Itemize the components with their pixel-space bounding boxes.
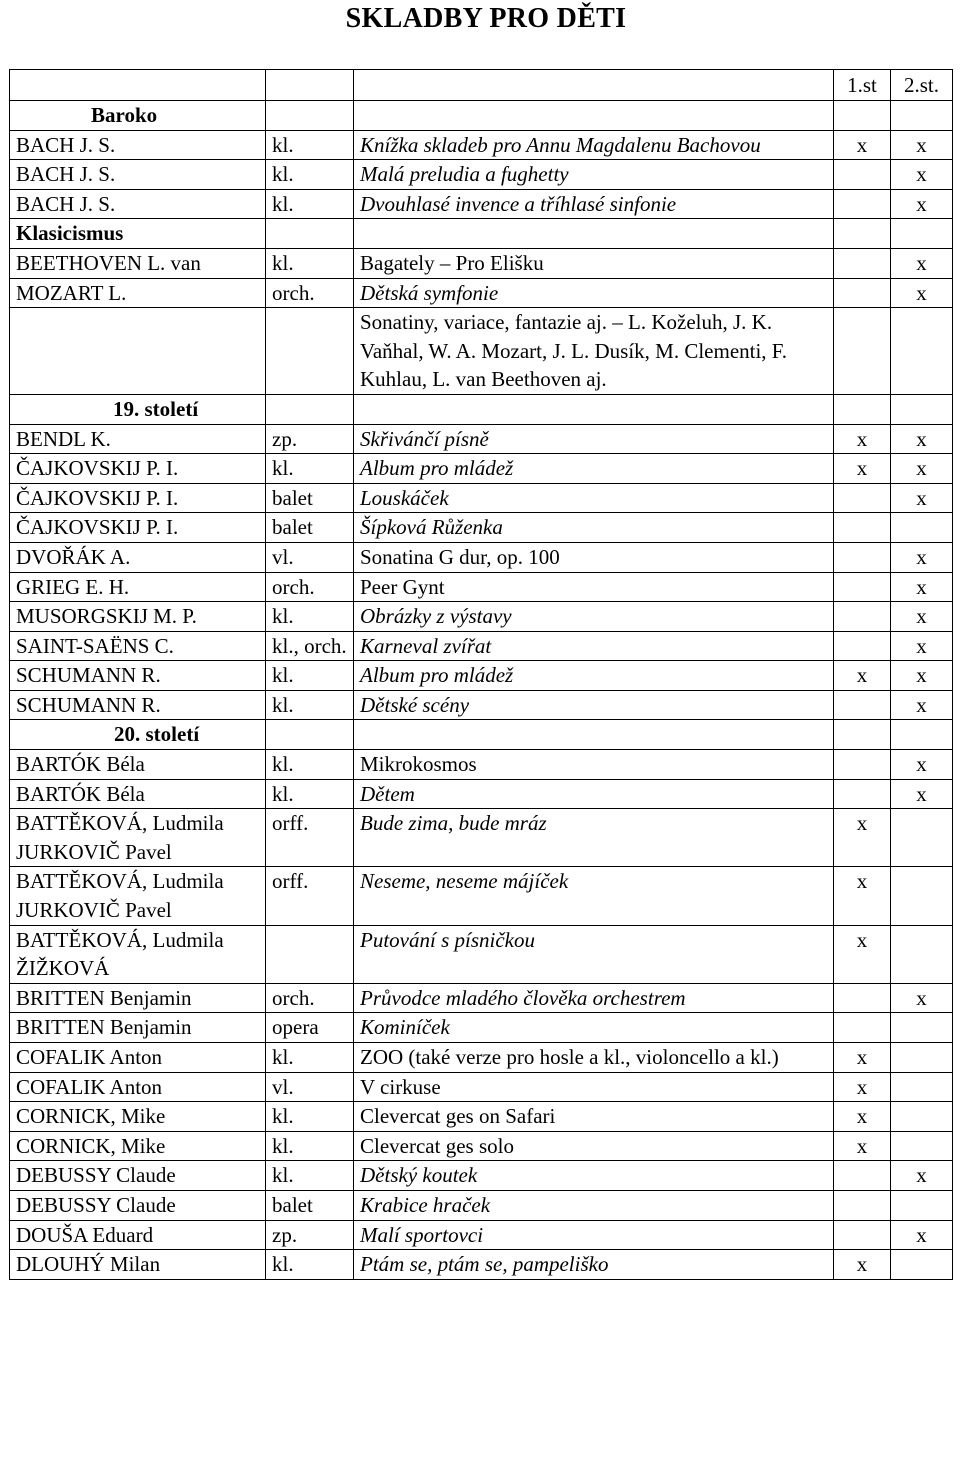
instrument-cell: balet — [266, 483, 354, 513]
composition-title-cell: Sonatina G dur, op. 100 — [354, 542, 834, 572]
instrument-cell: orff. — [266, 867, 354, 925]
composition-title-cell: Ptám se, ptám se, pampeliško — [354, 1250, 834, 1280]
header-st2: 2.st. — [891, 70, 953, 101]
section-heading: Klasicismus — [10, 219, 266, 249]
grade-2-mark — [891, 308, 953, 395]
grade-1-mark — [834, 750, 891, 780]
empty-cell — [891, 394, 953, 424]
table-row — [10, 779, 953, 809]
grade-1-mark: x — [834, 424, 891, 454]
table-row — [10, 1220, 953, 1250]
grade-2-mark — [891, 809, 953, 867]
table-row — [10, 542, 953, 572]
section-row — [10, 101, 953, 131]
composer-cell: BENDL K. — [10, 424, 266, 454]
table-row — [10, 1250, 953, 1280]
composer-cell: BACH J. S. — [10, 189, 266, 219]
composition-title-cell: Malí sportovci — [354, 1220, 834, 1250]
instrument-cell: vl. — [266, 542, 354, 572]
composition-title-cell: Skřivánčí písně — [354, 424, 834, 454]
composer-cell: BARTÓK Béla — [10, 750, 266, 780]
grade-1-mark — [834, 572, 891, 602]
grade-2-mark: x — [891, 248, 953, 278]
empty-cell — [354, 219, 834, 249]
instrument-cell: kl. — [266, 130, 354, 160]
instrument-cell — [266, 308, 354, 395]
table-row — [10, 867, 953, 925]
table-row — [10, 750, 953, 780]
instrument-cell: kl. — [266, 1043, 354, 1073]
instrument-cell: kl., orch. — [266, 631, 354, 661]
empty-cell — [891, 219, 953, 249]
grade-2-mark: x — [891, 454, 953, 484]
composer-cell: ČAJKOVSKIJ P. I. — [10, 454, 266, 484]
grade-2-mark — [891, 1131, 953, 1161]
grade-1-mark: x — [834, 1043, 891, 1073]
composer-cell: ČAJKOVSKIJ P. I. — [10, 513, 266, 543]
composition-title-cell: Mikrokosmos — [354, 750, 834, 780]
grade-1-mark: x — [834, 454, 891, 484]
grade-1-mark — [834, 308, 891, 395]
table-row — [10, 572, 953, 602]
table-row — [10, 1013, 953, 1043]
table-row — [10, 189, 953, 219]
empty-cell — [354, 394, 834, 424]
header-empty-cell — [10, 70, 266, 101]
instrument-cell: kl. — [266, 661, 354, 691]
table-header-row — [10, 70, 953, 101]
table-row — [10, 661, 953, 691]
empty-cell — [266, 720, 354, 750]
grade-1-mark — [834, 1013, 891, 1043]
empty-cell — [834, 101, 891, 131]
section-heading: Baroko — [10, 101, 266, 131]
composer-cell: MUSORGSKIJ M. P. — [10, 602, 266, 632]
instrument-cell: kl. — [266, 189, 354, 219]
grade-1-mark — [834, 160, 891, 190]
composition-title-cell: Louskáček — [354, 483, 834, 513]
table-row — [10, 160, 953, 190]
instrument-cell: opera — [266, 1013, 354, 1043]
grade-1-mark: x — [834, 925, 891, 983]
composer-cell: SAINT-SAËNS C. — [10, 631, 266, 661]
grade-1-mark — [834, 1220, 891, 1250]
grade-1-mark: x — [834, 1072, 891, 1102]
table-row — [10, 631, 953, 661]
grade-1-mark — [834, 1190, 891, 1220]
grade-1-mark: x — [834, 1102, 891, 1132]
grade-1-mark — [834, 1161, 891, 1191]
table-row — [10, 809, 953, 867]
composition-title-cell: V cirkuse — [354, 1072, 834, 1102]
composition-title-cell: Dvouhlasé invence a tříhlasé sinfonie — [354, 189, 834, 219]
composer-cell: BARTÓK Béla — [10, 779, 266, 809]
instrument-cell: orch. — [266, 572, 354, 602]
empty-cell — [354, 101, 834, 131]
table-row — [10, 483, 953, 513]
table-row — [10, 1131, 953, 1161]
empty-cell — [891, 101, 953, 131]
grade-2-mark — [891, 1072, 953, 1102]
table-row — [10, 1102, 953, 1132]
instrument-cell: kl. — [266, 1161, 354, 1191]
instrument-cell: balet — [266, 1190, 354, 1220]
table-row — [10, 248, 953, 278]
table-row — [10, 983, 953, 1013]
grade-2-mark: x — [891, 189, 953, 219]
instrument-cell: kl. — [266, 779, 354, 809]
composer-cell: BEETHOVEN L. van — [10, 248, 266, 278]
grade-2-mark — [891, 925, 953, 983]
grade-2-mark — [891, 1250, 953, 1280]
composer-cell: GRIEG E. H. — [10, 572, 266, 602]
grade-1-mark — [834, 248, 891, 278]
instrument-cell — [266, 925, 354, 983]
composition-title-cell: Neseme, neseme májíček — [354, 867, 834, 925]
composition-title-cell: Bude zima, bude mráz — [354, 809, 834, 867]
composition-title-cell: Kominíček — [354, 1013, 834, 1043]
grade-1-mark — [834, 602, 891, 632]
grade-1-mark — [834, 983, 891, 1013]
grade-2-mark — [891, 1043, 953, 1073]
table-row — [10, 1190, 953, 1220]
grade-2-mark — [891, 1190, 953, 1220]
instrument-cell: kl. — [266, 248, 354, 278]
composer-cell — [10, 308, 266, 395]
grade-2-mark: x — [891, 690, 953, 720]
section-row — [10, 394, 953, 424]
grade-2-mark: x — [891, 1220, 953, 1250]
instrument-cell: orch. — [266, 983, 354, 1013]
composer-cell: MOZART L. — [10, 278, 266, 308]
composition-title-cell: Dětské scény — [354, 690, 834, 720]
composition-title-cell: Průvodce mladého člověka orchestrem — [354, 983, 834, 1013]
section-row — [10, 219, 953, 249]
page-title: SKLADBY PRO DĚTI — [345, 3, 627, 34]
grade-1-mark — [834, 189, 891, 219]
grade-1-mark — [834, 542, 891, 572]
composer-cell: CORNICK, Mike — [10, 1102, 266, 1132]
composition-title-cell: Clevercat ges solo — [354, 1131, 834, 1161]
grade-1-mark: x — [834, 1250, 891, 1280]
empty-cell — [891, 720, 953, 750]
instrument-cell: kl. — [266, 1102, 354, 1132]
composition-title-cell: Šípková Růženka — [354, 513, 834, 543]
table-row — [10, 308, 953, 395]
empty-cell — [834, 394, 891, 424]
composer-cell: BACH J. S. — [10, 160, 266, 190]
grade-2-mark: x — [891, 130, 953, 160]
composer-cell: CORNICK, Mike — [10, 1131, 266, 1161]
composer-cell: BRITTEN Benjamin — [10, 983, 266, 1013]
table-row — [10, 1043, 953, 1073]
instrument-cell: balet — [266, 513, 354, 543]
composition-title-cell: Putování s písničkou — [354, 925, 834, 983]
instrument-cell: kl. — [266, 1131, 354, 1161]
grade-2-mark: x — [891, 983, 953, 1013]
grade-2-mark — [891, 1013, 953, 1043]
composition-title-cell: Dětem — [354, 779, 834, 809]
grade-2-mark: x — [891, 483, 953, 513]
composition-title-cell: Dětský koutek — [354, 1161, 834, 1191]
composition-title-cell: ZOO (také verze pro hosle a kl., violoncello a kl.) — [354, 1043, 834, 1073]
grade-2-mark: x — [891, 542, 953, 572]
instrument-cell: kl. — [266, 750, 354, 780]
composition-title-cell: Malá preludia a fughetty — [354, 160, 834, 190]
grade-1-mark — [834, 483, 891, 513]
table-row — [10, 1161, 953, 1191]
table-row — [10, 513, 953, 543]
instrument-cell: kl. — [266, 1250, 354, 1280]
composition-title-cell: Bagately – Pro Elišku — [354, 248, 834, 278]
header-empty-cell — [266, 70, 354, 101]
table-row — [10, 454, 953, 484]
grade-1-mark — [834, 278, 891, 308]
empty-cell — [834, 720, 891, 750]
grade-2-mark — [891, 867, 953, 925]
section-heading: 19. století — [10, 394, 266, 424]
instrument-cell: orch. — [266, 278, 354, 308]
grade-1-mark — [834, 779, 891, 809]
header-st1: 1.st — [834, 70, 891, 101]
instrument-cell: zp. — [266, 424, 354, 454]
grade-1-mark — [834, 690, 891, 720]
instrument-cell: orff. — [266, 809, 354, 867]
compositions-table — [9, 69, 953, 1280]
grade-2-mark: x — [891, 779, 953, 809]
grade-1-mark: x — [834, 130, 891, 160]
composition-title-cell: Karneval zvířat — [354, 631, 834, 661]
grade-2-mark — [891, 513, 953, 543]
empty-cell — [266, 394, 354, 424]
header-empty-cell — [354, 70, 834, 101]
grade-2-mark: x — [891, 424, 953, 454]
composition-title-cell: Album pro mládež — [354, 454, 834, 484]
instrument-cell: kl. — [266, 160, 354, 190]
grade-2-mark — [891, 1102, 953, 1132]
instrument-cell: kl. — [266, 602, 354, 632]
table-row — [10, 925, 953, 983]
composer-cell: DEBUSSY Claude — [10, 1190, 266, 1220]
composer-cell: BRITTEN Benjamin — [10, 1013, 266, 1043]
table-row — [10, 278, 953, 308]
empty-cell — [266, 101, 354, 131]
grade-2-mark: x — [891, 661, 953, 691]
grade-2-mark: x — [891, 1161, 953, 1191]
table-row — [10, 602, 953, 632]
composition-title-cell: Dětská symfonie — [354, 278, 834, 308]
composition-title-cell: Album pro mládež — [354, 661, 834, 691]
composer-cell: DEBUSSY Claude — [10, 1161, 266, 1191]
composition-title-cell: Sonatiny, variace, fantazie aj. – L. Koželuh, J. K. Vaňhal, W. A. Mozart, J. L. Dusík, M. Clementi, F. Kuhlau, L. van Beethoven aj. — [354, 308, 834, 395]
composer-cell: DLOUHÝ Milan — [10, 1250, 266, 1280]
grade-1-mark: x — [834, 867, 891, 925]
grade-1-mark — [834, 631, 891, 661]
grade-2-mark: x — [891, 278, 953, 308]
grade-2-mark: x — [891, 631, 953, 661]
section-heading: 20. století — [10, 720, 266, 750]
grade-2-mark: x — [891, 602, 953, 632]
empty-cell — [834, 219, 891, 249]
grade-1-mark: x — [834, 661, 891, 691]
grade-1-mark: x — [834, 1131, 891, 1161]
grade-2-mark: x — [891, 160, 953, 190]
composition-title-cell: Clevercat ges on Safari — [354, 1102, 834, 1132]
composer-cell: DOUŠA Eduard — [10, 1220, 266, 1250]
grade-1-mark — [834, 513, 891, 543]
composer-cell: COFALIK Anton — [10, 1072, 266, 1102]
composer-cell: DVOŘÁK A. — [10, 542, 266, 572]
table-row — [10, 1072, 953, 1102]
composer-cell: BATTĚKOVÁ, Ludmila ŽIŽKOVÁ — [10, 925, 266, 983]
table-row — [10, 690, 953, 720]
composer-cell: SCHUMANN R. — [10, 690, 266, 720]
empty-cell — [354, 720, 834, 750]
instrument-cell: kl. — [266, 454, 354, 484]
composition-title-cell: Peer Gynt — [354, 572, 834, 602]
composer-cell: SCHUMANN R. — [10, 661, 266, 691]
section-row — [10, 720, 953, 750]
composer-cell: BATTĚKOVÁ, Ludmila JURKOVIČ Pavel — [10, 809, 266, 867]
composition-title-cell: Knížka skladeb pro Annu Magdalenu Bachovou — [354, 130, 834, 160]
instrument-cell: kl. — [266, 690, 354, 720]
composer-cell: BACH J. S. — [10, 130, 266, 160]
grade-2-mark: x — [891, 572, 953, 602]
composer-cell: ČAJKOVSKIJ P. I. — [10, 483, 266, 513]
instrument-cell: zp. — [266, 1220, 354, 1250]
table-row — [10, 130, 953, 160]
composition-title-cell: Krabice hraček — [354, 1190, 834, 1220]
empty-cell — [266, 219, 354, 249]
instrument-cell: vl. — [266, 1072, 354, 1102]
grade-1-mark: x — [834, 809, 891, 867]
table-row — [10, 424, 953, 454]
composer-cell: COFALIK Anton — [10, 1043, 266, 1073]
composition-title-cell: Obrázky z výstavy — [354, 602, 834, 632]
composer-cell: BATTĚKOVÁ, Ludmila JURKOVIČ Pavel — [10, 867, 266, 925]
grade-2-mark: x — [891, 750, 953, 780]
